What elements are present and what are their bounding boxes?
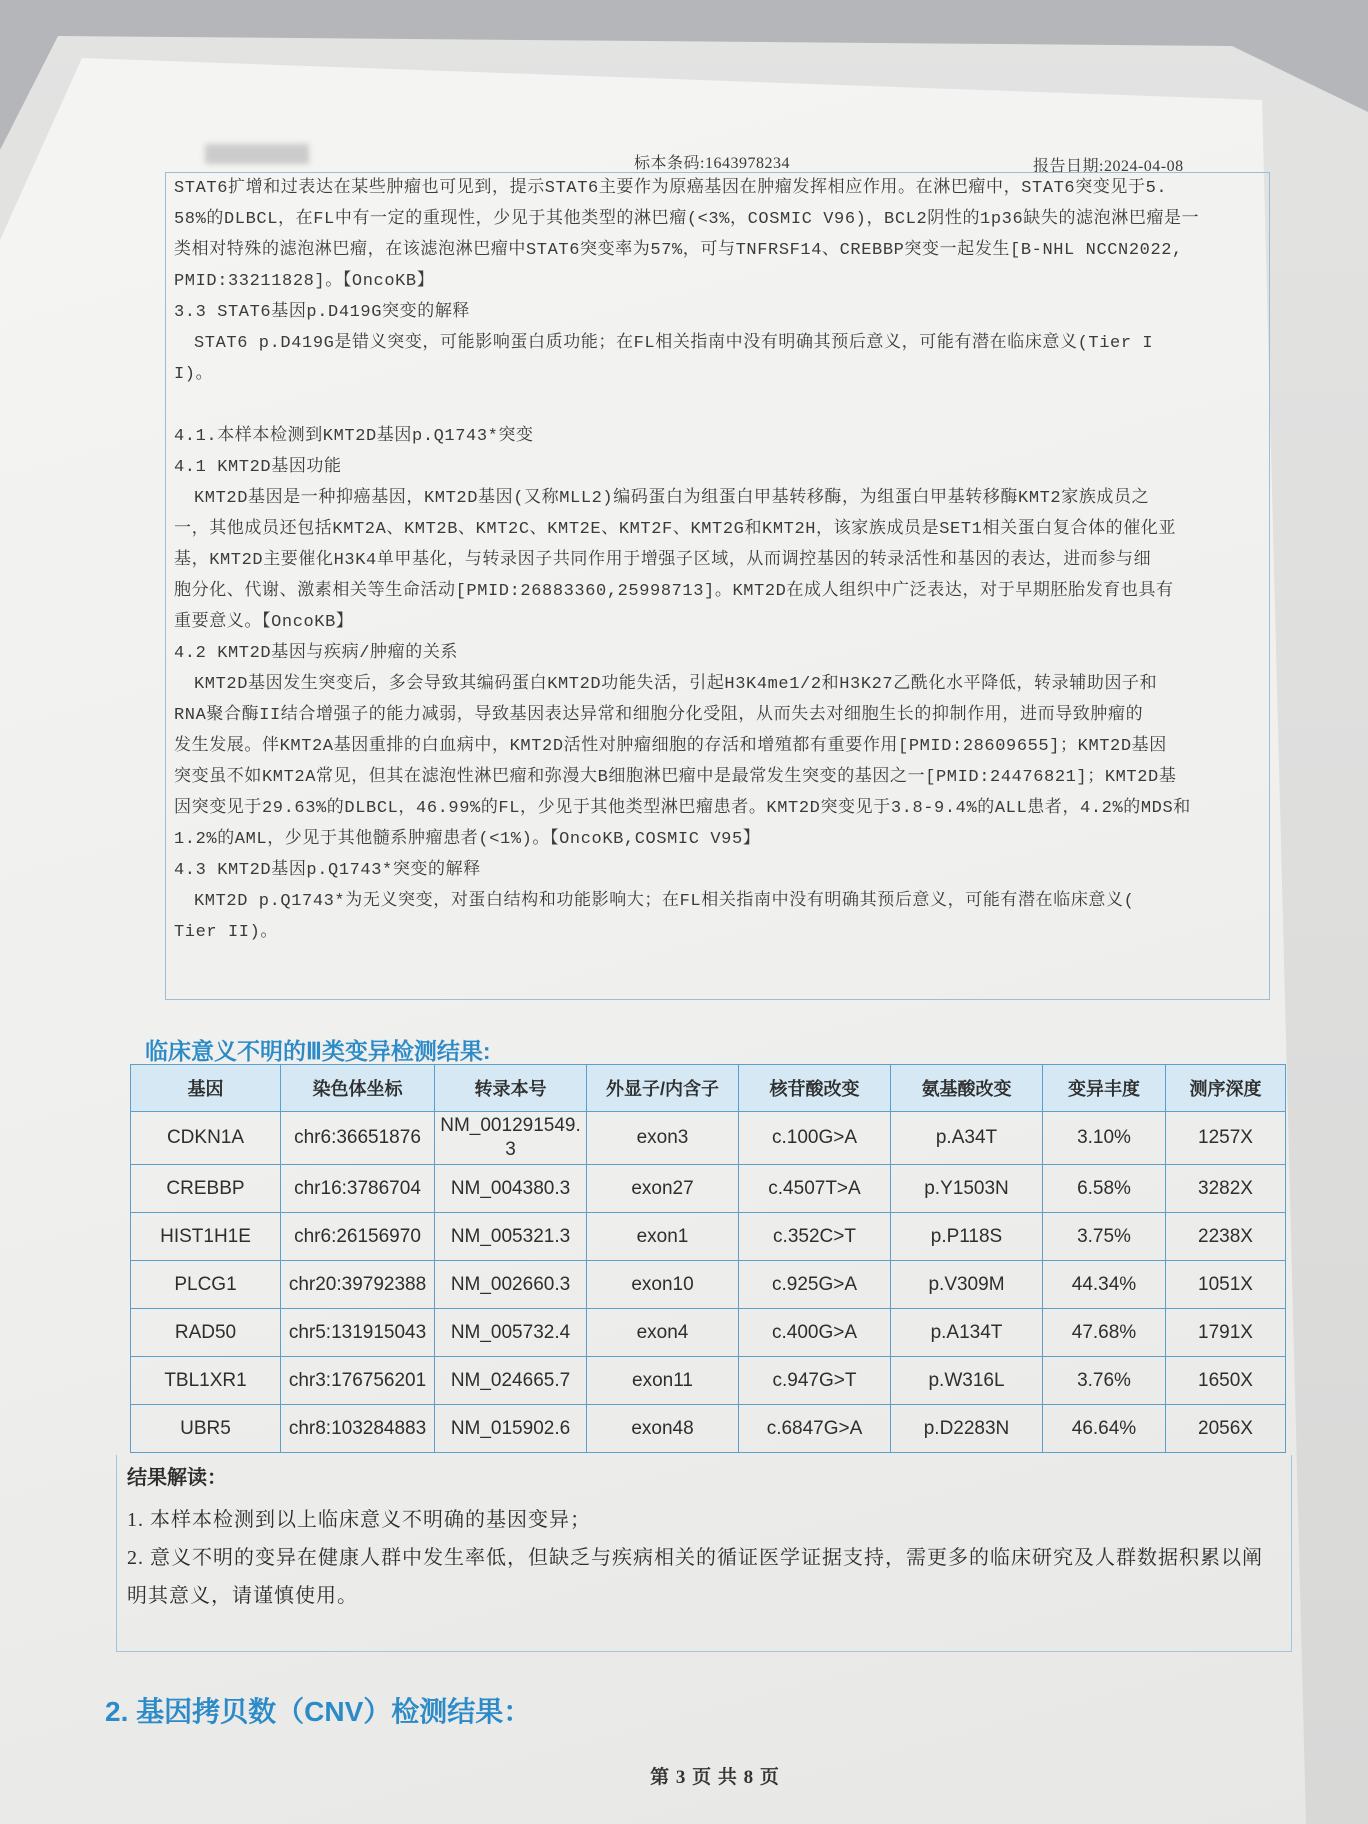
body-text-line: KMT2D基因是一种抑癌基因，KMT2D基因(又称MLL2)编码蛋白为组蛋白甲基转移酶，为组蛋白甲基转移酶KMT2家族成员之	[194, 489, 1150, 508]
table-row	[131, 1213, 1286, 1261]
cell-amino-acid-change: p.Y1503N	[891, 1165, 1043, 1213]
cell-chromosome-position: chr16:3786704	[281, 1165, 435, 1213]
cell-exon-intron: exon11	[587, 1357, 739, 1405]
cell-gene: RAD50	[131, 1309, 281, 1357]
cell-exon-intron: exon4	[587, 1309, 739, 1357]
body-text-line: 发生发展。伴KMT2A基因重排的白血病中，KMT2D活性对肿瘤细胞的存活和增殖都有重要作用[PMID:28609655]；KMT2D基因	[174, 737, 1167, 756]
subheading-3-3: 3.3 STAT6基因p.D419G突变的解释	[174, 303, 471, 322]
body-text-line: KMT2D基因发生突变后，多会导致其编码蛋白KMT2D功能失活，引起H3K4me1/2和H3K27乙酰化水平降低，转录辅助因子和	[194, 675, 1158, 694]
body-text-line: 基，KMT2D主要催化H3K4单甲基化，与转录因子共同作用于增强子区域，从而调控基因的转录活性和基因的表达，进而参与细	[174, 551, 1152, 570]
vus-section-title: 临床意义不明的Ⅲ类变异检测结果:	[145, 1038, 491, 1064]
table-row	[131, 1261, 1286, 1309]
table-row	[131, 1165, 1286, 1213]
cell-gene: CDKN1A	[131, 1112, 281, 1165]
cell-transcript: NM_002660.3	[435, 1261, 587, 1309]
column-header-amino-acid-change: 氨基酸改变	[891, 1065, 1043, 1112]
cell-transcript: NM_024665.7	[435, 1357, 587, 1405]
cell-amino-acid-change: p.A34T	[891, 1112, 1043, 1165]
cell-exon-intron: exon1	[587, 1213, 739, 1261]
cell-amino-acid-change: p.A134T	[891, 1309, 1043, 1357]
cell-variant-frequency: 3.10%	[1043, 1112, 1166, 1165]
column-header-transcript: 转录本号	[435, 1065, 587, 1112]
cell-gene: TBL1XR1	[131, 1357, 281, 1405]
cell-nucleotide-change: c.4507T>A	[739, 1165, 891, 1213]
cell-transcript: NM_001291549.3	[435, 1112, 587, 1165]
cnv-section-title: 2. 基因拷贝数（CNV）检测结果：	[105, 1696, 532, 1727]
page-number: 第 3 页 共 8 页	[650, 1767, 780, 1788]
cell-variant-frequency: 6.58%	[1043, 1165, 1166, 1213]
result-interpretation-title: 结果解读：	[127, 1467, 227, 1489]
column-header-exon-intron: 外显子/内含子	[587, 1065, 739, 1112]
body-text-line: STAT6扩增和过表达在某些肿瘤也可见到，提示STAT6主要作为原癌基因在肿瘤发挥相应作用。在淋巴瘤中，STAT6突变见于5.	[174, 179, 1168, 198]
report-date: 报告日期:2024-04-08	[1033, 158, 1184, 175]
cell-variant-frequency: 46.64%	[1043, 1405, 1166, 1453]
redacted-patient-name	[205, 144, 309, 164]
cell-transcript: NM_015902.6	[435, 1405, 587, 1453]
cell-nucleotide-change: c.925G>A	[739, 1261, 891, 1309]
body-text-line: 58%的DLBCL，在FL中有一定的重现性，少见于其他类型的淋巴瘤(<3%，COSMIC V96)，BCL2阴性的1p36缺失的滤泡淋巴瘤是一	[174, 210, 1200, 229]
cell-sequencing-depth: 1791X	[1166, 1309, 1286, 1357]
cell-exon-intron: exon3	[587, 1112, 739, 1165]
body-text-line: RNA聚合酶II结合增强子的能力减弱，导致基因表达异常和细胞分化受阻，从而失去对细胞生长的抑制作用，进而导致肿瘤的	[174, 706, 1144, 725]
cell-transcript: NM_005732.4	[435, 1309, 587, 1357]
body-text-line: 胞分化、代谢、激素相关等生命活动[PMID:26883360,25998713]。KMT2D在成人组织中广泛表达，对于早期胚胎发育也具有	[174, 582, 1174, 601]
body-text-line: KMT2D p.Q1743*为无义突变，对蛋白结构和功能影响大；在FL相关指南中没有明确其预后意义，可能有潜在临床意义(	[194, 892, 1135, 911]
cell-sequencing-depth: 2056X	[1166, 1405, 1286, 1453]
body-text-line: 1.2%的AML，少见于其他髓系肿瘤患者(<1%)。【OncoKB,COSMIC V95】	[174, 830, 761, 849]
cell-amino-acid-change: p.D2283N	[891, 1405, 1043, 1453]
cell-amino-acid-change: p.W316L	[891, 1357, 1043, 1405]
interpretation-text-box	[165, 172, 1270, 1000]
cell-transcript: NM_005321.3	[435, 1213, 587, 1261]
body-text-line: PMID:33211828]。【OncoKB】	[174, 272, 435, 291]
cell-variant-frequency: 3.76%	[1043, 1357, 1166, 1405]
cell-gene: UBR5	[131, 1405, 281, 1453]
subheading-4-3: 4.3 KMT2D基因p.Q1743*突变的解释	[174, 861, 481, 880]
body-text-line: STAT6 p.D419G是错义突变，可能影响蛋白质功能；在FL相关指南中没有明确其预后意义，可能有潜在临床意义(Tier I	[194, 334, 1154, 353]
cell-gene: HIST1H1E	[131, 1213, 281, 1261]
cell-nucleotide-change: c.352C>T	[739, 1213, 891, 1261]
cell-nucleotide-change: c.100G>A	[739, 1112, 891, 1165]
table-row	[131, 1405, 1286, 1453]
column-header-variant-frequency: 变异丰度	[1043, 1065, 1166, 1112]
body-text-line: 一，其他成员还包括KMT2A、KMT2B、KMT2C、KMT2E、KMT2F、KMT2G和KMT2H，该家族成员是SET1相关蛋白复合体的催化亚	[174, 520, 1177, 539]
column-header-sequencing-depth: 测序深度	[1166, 1065, 1286, 1112]
cell-sequencing-depth: 2238X	[1166, 1213, 1286, 1261]
subheading-4-1: 4.1 KMT2D基因功能	[174, 458, 342, 477]
table-body	[131, 1112, 1286, 1453]
table-row	[131, 1112, 1286, 1165]
table-row	[131, 1309, 1286, 1357]
column-header-gene: 基因	[131, 1065, 281, 1112]
body-text-line: 重要意义。【OncoKB】	[174, 613, 354, 632]
cell-variant-frequency: 47.68%	[1043, 1309, 1166, 1357]
subheading-4-2: 4.2 KMT2D基因与疾病/肿瘤的关系	[174, 644, 459, 663]
specimen-barcode: 标本条码:1643978234	[634, 155, 790, 172]
cell-chromosome-position: chr5:131915043	[281, 1309, 435, 1357]
cell-sequencing-depth: 1257X	[1166, 1112, 1286, 1165]
body-text-line: Tier II)。	[174, 923, 279, 942]
body-text-line: I)。	[174, 365, 214, 384]
cell-chromosome-position: chr3:176756201	[281, 1357, 435, 1405]
result-interpretation-box	[116, 1455, 1292, 1652]
subheading-4-1-finding: 4.1.本样本检测到KMT2D基因p.Q1743*突变	[174, 427, 534, 446]
body-text-line: 突变虽不如KMT2A常见，但其在滤泡性淋巴瘤和弥漫大B细胞淋巴瘤中是最常发生突变的基因之一[PMID:24476821]；KMT2D基	[174, 768, 1177, 787]
body-text-line: 因突变见于29.63%的DLBCL，46.99%的FL，少见于其他类型淋巴瘤患者。KMT2D突变见于3.8-9.4%的ALL患者，4.2%的MDS和	[174, 799, 1191, 818]
vus-variant-table	[130, 1064, 1286, 1453]
column-header-chromosome-position: 染色体坐标	[281, 1065, 435, 1112]
cell-nucleotide-change: c.400G>A	[739, 1309, 891, 1357]
cell-exon-intron: exon10	[587, 1261, 739, 1309]
cell-chromosome-position: chr6:36651876	[281, 1112, 435, 1165]
column-header-nucleotide-change: 核苷酸改变	[739, 1065, 891, 1112]
body-text-line: 类相对特殊的滤泡淋巴瘤，在该滤泡淋巴瘤中STAT6突变率为57%，可与TNFRSF14、CREBBP突变一起发生[B-NHL NCCN2022,	[174, 241, 1183, 260]
cell-chromosome-position: chr20:39792388	[281, 1261, 435, 1309]
cell-nucleotide-change: c.947G>T	[739, 1357, 891, 1405]
result-item: 1. 本样本检测到以上临床意义不明确的基因变异；	[127, 1509, 591, 1531]
result-item: 2. 意义不明的变异在健康人群中发生率低，但缺乏与疾病相关的循证医学证据支持，需更多的临床研究及人群数据积累以阐明其意义，请谨慎使用。	[127, 1547, 1263, 1607]
cell-chromosome-position: chr6:26156970	[281, 1213, 435, 1261]
cell-sequencing-depth: 3282X	[1166, 1165, 1286, 1213]
cell-exon-intron: exon27	[587, 1165, 739, 1213]
cell-sequencing-depth: 1051X	[1166, 1261, 1286, 1309]
cell-amino-acid-change: p.P118S	[891, 1213, 1043, 1261]
cell-gene: CREBBP	[131, 1165, 281, 1213]
cell-variant-frequency: 3.75%	[1043, 1213, 1166, 1261]
cell-gene: PLCG1	[131, 1261, 281, 1309]
cell-transcript: NM_004380.3	[435, 1165, 587, 1213]
cell-nucleotide-change: c.6847G>A	[739, 1405, 891, 1453]
table-header-row	[131, 1065, 1286, 1112]
cell-chromosome-position: chr8:103284883	[281, 1405, 435, 1453]
cell-exon-intron: exon48	[587, 1405, 739, 1453]
table-row	[131, 1357, 1286, 1405]
blank-line	[174, 390, 1261, 421]
cell-sequencing-depth: 1650X	[1166, 1357, 1286, 1405]
cell-variant-frequency: 44.34%	[1043, 1261, 1166, 1309]
cell-amino-acid-change: p.V309M	[891, 1261, 1043, 1309]
